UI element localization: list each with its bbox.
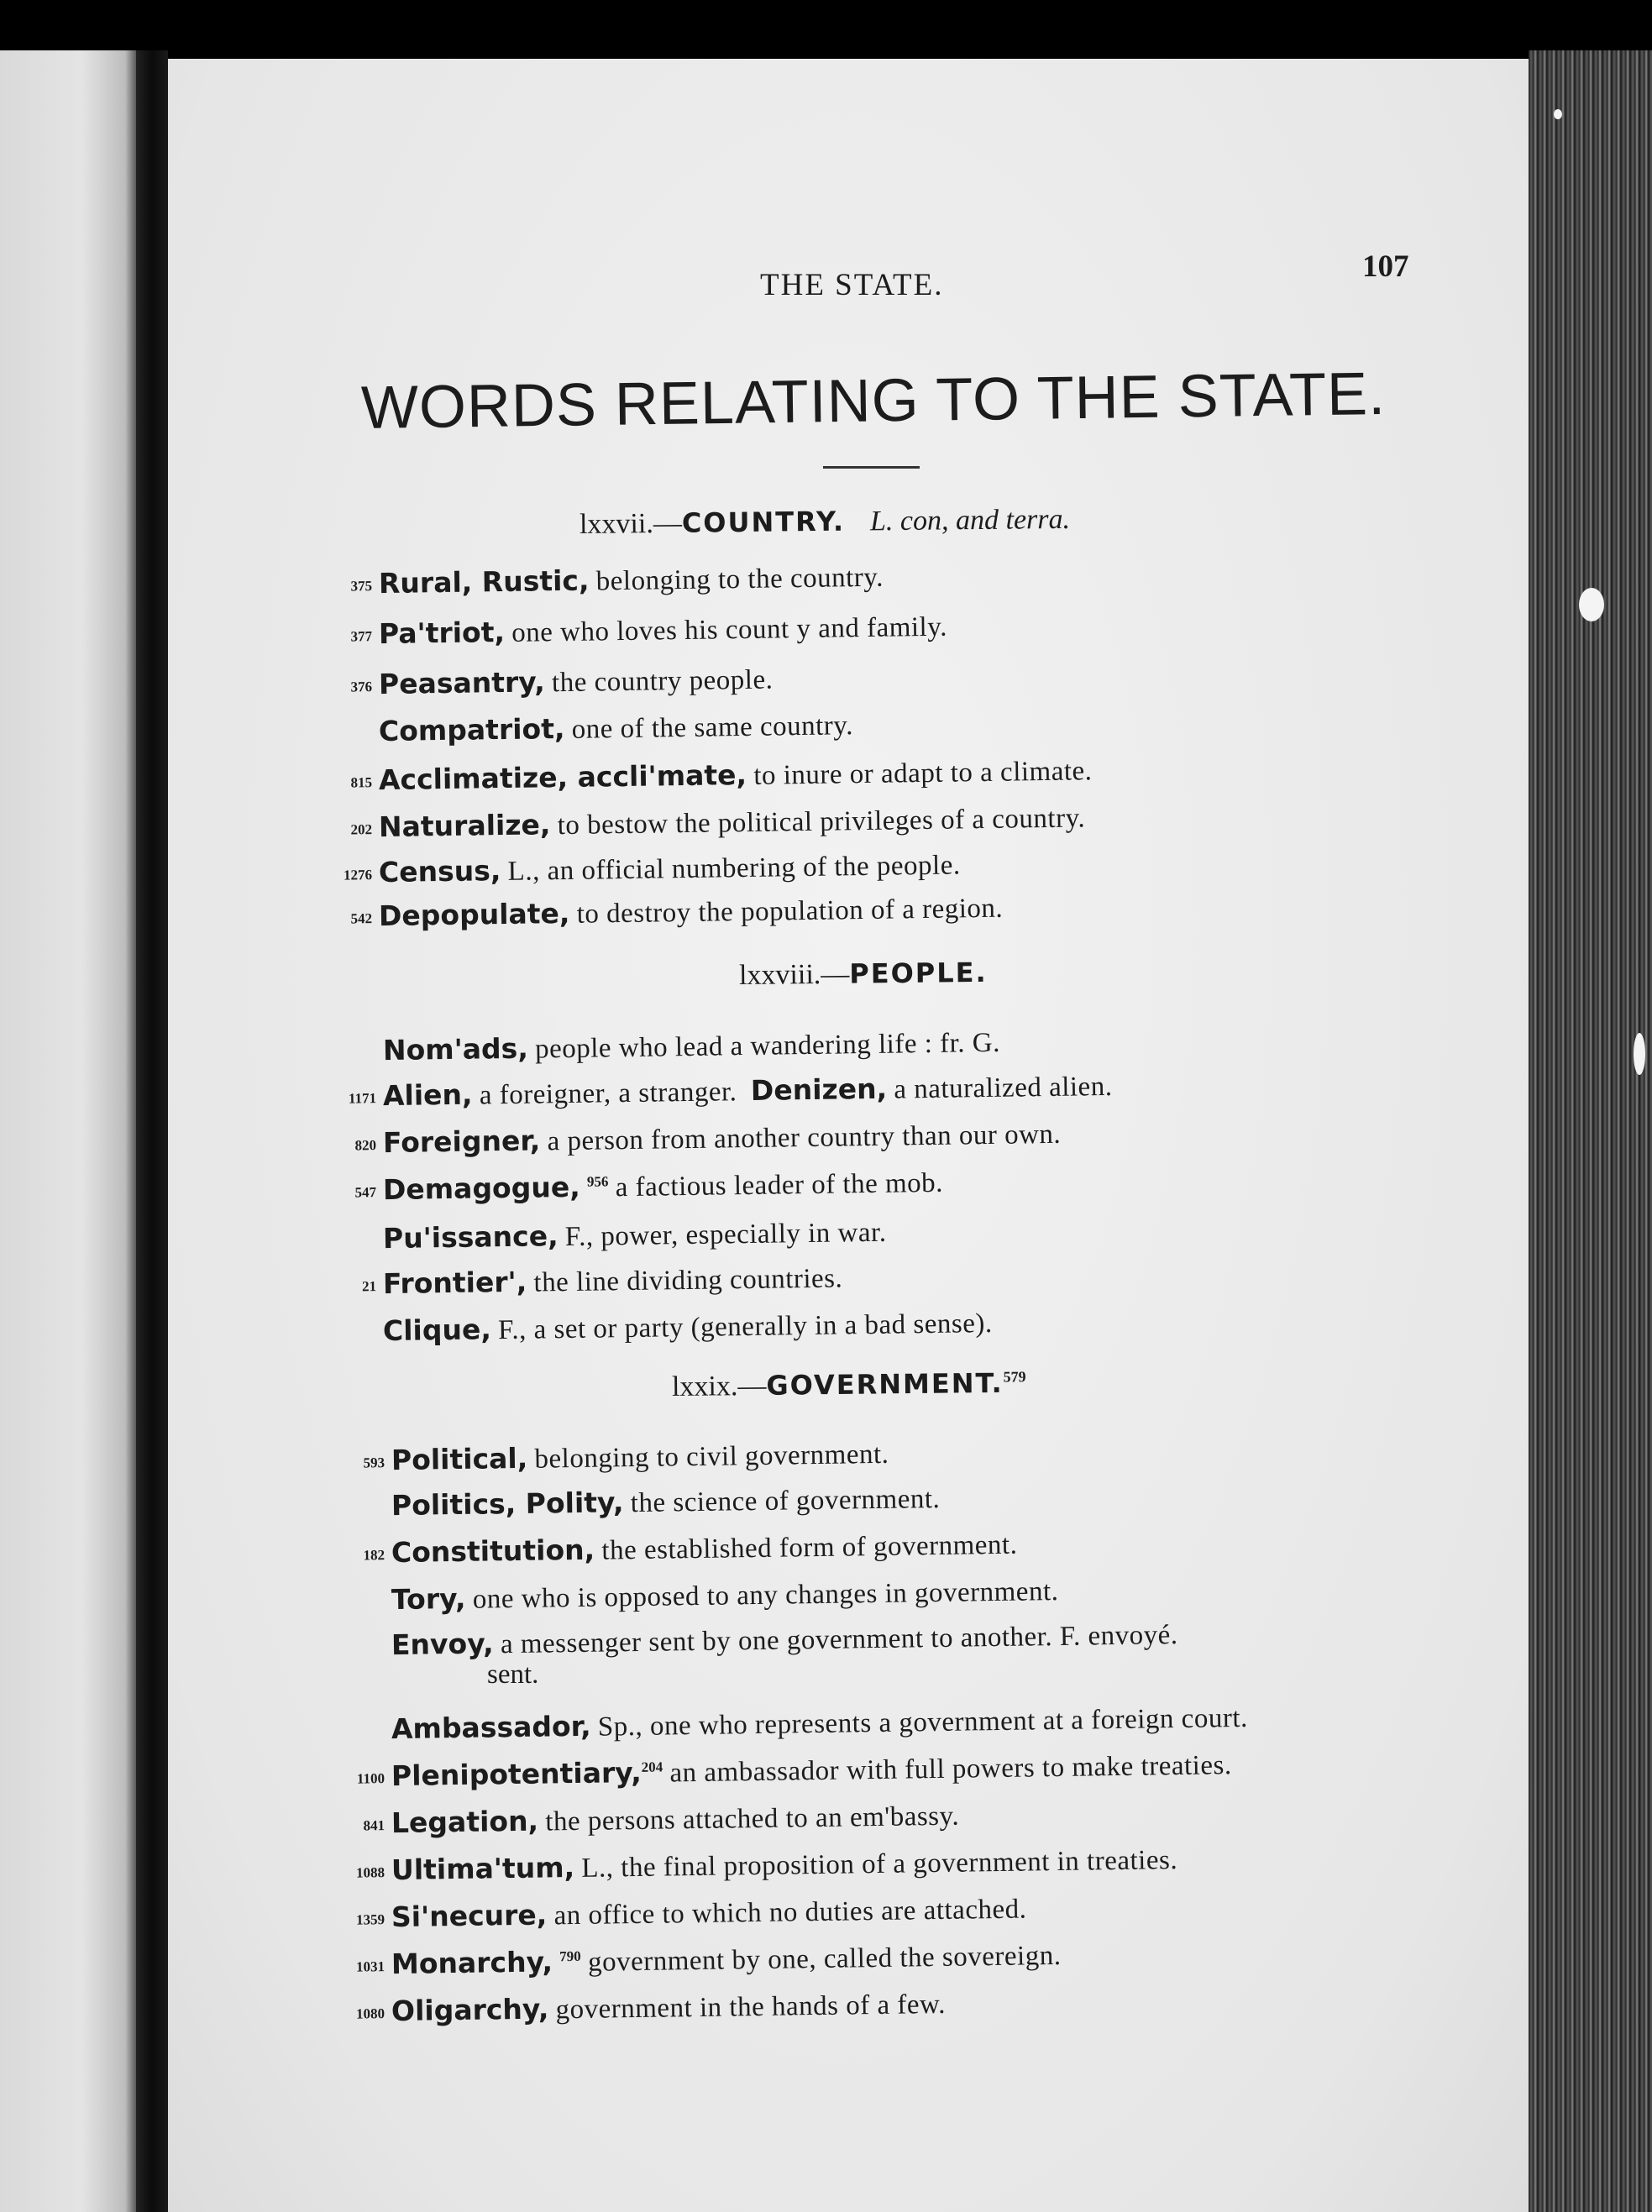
section-number: lxxix.— (671, 1370, 767, 1402)
entry-definition: a person from another country than our own. (547, 1119, 1062, 1157)
section-heading-government (672, 1367, 1026, 1403)
entry-ref (323, 735, 372, 736)
entry-headword: Political, (391, 1441, 528, 1477)
entry-headword: Compatriot, (378, 711, 565, 748)
entry-definition: a foreigner, a stranger. (479, 1077, 737, 1111)
running-head: THE STATE. (760, 268, 944, 302)
scan-artifact (1554, 109, 1562, 119)
scan-artifact (1634, 1033, 1645, 1075)
entry-definition: the established form of government. (601, 1529, 1018, 1566)
entry-headword: Nom'ads, (382, 1031, 529, 1067)
entry-definition: people who lead a wandering life : fr. G. (534, 1027, 1001, 1065)
entry-definition: a messenger sent by one government to another. F. envoyé. (500, 1620, 1178, 1660)
entry-ref: 376 (350, 679, 373, 695)
entry (323, 663, 774, 702)
entry-headword: Oligarchy, (391, 1992, 549, 2028)
section-name: GOVERNMENT. (766, 1366, 1004, 1402)
entry-ref: 1088 (355, 1864, 385, 1882)
section-name: PEOPLE. (849, 956, 988, 990)
page-number: 107 (1362, 249, 1409, 284)
entry-definition: the persons attached to an em'bassy. (545, 1801, 960, 1837)
entry-ref (328, 1242, 376, 1243)
section-heading-country (580, 503, 1070, 541)
entry-ref: 202 (350, 821, 373, 838)
entry-headword: Ambassador, (391, 1709, 591, 1746)
entry-definition: an ambassador with full powers to make treaties. (669, 1750, 1232, 1789)
entry-ref: 1080 (355, 2005, 385, 2023)
entry-ref (336, 1509, 385, 1510)
entry-headword: Monarchy, (391, 1945, 553, 1981)
entry-headword: Frontier', (382, 1265, 527, 1301)
entry-headword: Envoy, (391, 1627, 494, 1662)
entry-definition: Sp., one who represents a government at a foreign court. (597, 1702, 1248, 1743)
entry-headword: Constitution, (391, 1533, 595, 1570)
book-gutter (136, 50, 168, 2212)
entry-headword: Census, (378, 854, 501, 889)
entry-definition: belonging to civil government. (534, 1439, 889, 1475)
section-etymology: L. con, and terra. (869, 503, 1071, 537)
entry-definition: a factious leader of the mob. (615, 1167, 944, 1203)
entry-headword: Naturalize, (378, 808, 551, 844)
entry-definition-2: a naturalized alien. (894, 1071, 1113, 1105)
section-number: lxxvii.— (579, 507, 683, 540)
entry-definition: an office to which no duties are attached. (553, 1894, 1027, 1932)
page-title: WORDS RELATING TO THE STATE. (360, 359, 1387, 442)
entry-definition: belonging to the country. (595, 562, 884, 597)
entry-definition: to bestow the political privileges of a country. (557, 803, 1086, 841)
entry-headword: Plenipotentiary, (391, 1755, 642, 1793)
entry-definition: F., power, especially in war. (564, 1217, 887, 1253)
entry-definition: one of the same country. (571, 710, 854, 745)
entry-definition: the country people. (551, 664, 774, 699)
entry-definition: the science of government. (630, 1483, 941, 1519)
entry-headword: Pa'triot, (378, 615, 506, 651)
entry-headword: Ultima'tum, (391, 1851, 575, 1887)
facing-page-edge (0, 50, 136, 2212)
entry-headword-2: Denizen, (750, 1072, 888, 1107)
entry-definition: the line dividing countries. (533, 1263, 843, 1298)
entry-ref: 1031 (355, 1958, 385, 1976)
section-ref: 579 (1003, 1368, 1026, 1386)
entry-definition: L., the final proposition of a government in treaties. (581, 1845, 1178, 1884)
entry-definition: L., an official numbering of the people. (507, 850, 961, 887)
section-heading-people (739, 957, 988, 992)
entry-definition: to destroy the population of a region. (576, 893, 1004, 930)
entry-ref-sup: 204 (641, 1759, 663, 1775)
title-rule (823, 466, 920, 469)
entry-definition: government by one, called the sovereign. (587, 1940, 1062, 1978)
scan-artifact (1579, 588, 1604, 621)
entry-headword: Depopulate, (378, 896, 570, 933)
entry-ref (336, 1603, 385, 1604)
entry-ref: 593 (363, 1455, 385, 1471)
entry-definition: F., a set or party (generally in a bad sense). (497, 1308, 993, 1346)
entry-ref: 547 (354, 1184, 377, 1201)
entry-headword: Tory, (391, 1581, 466, 1617)
entry-ref (328, 1054, 376, 1055)
entry-ref: 182 (363, 1547, 385, 1564)
page-edge-stack (1529, 50, 1652, 2212)
entry-ref-sup: 956 (586, 1173, 609, 1190)
entry-ref: 815 (350, 774, 373, 791)
section-name: COUNTRY. (681, 505, 846, 539)
entry-headword: Alien, (382, 1077, 473, 1113)
entry-headword: Peasantry, (378, 665, 546, 701)
entry-ref: 542 (350, 910, 373, 927)
entry-ref: 1276 (343, 867, 373, 884)
entry-headword: Legation, (391, 1804, 539, 1840)
entry-definition: to inure or adapt to a climate. (753, 756, 1093, 791)
entry-ref: 377 (350, 628, 373, 645)
section-number: lxxviii.— (738, 958, 850, 991)
entry-ref: 1100 (356, 1770, 385, 1788)
entry-ref-sup: 790 (559, 1947, 581, 1965)
entry-ref (328, 1334, 376, 1335)
entry-headword: Foreigner, (382, 1124, 541, 1160)
entry-headword: Si'necure, (391, 1898, 548, 1934)
entry-ref: 1171 (348, 1090, 377, 1108)
entry-definition: one who is opposed to any changes in government. (472, 1575, 1059, 1615)
entry-ref: 375 (350, 578, 373, 595)
entry-ref: 841 (363, 1817, 385, 1834)
entry-headword: Pu'issance, (382, 1219, 559, 1255)
entry-headword: Acclimatize, accli'mate, (378, 757, 747, 797)
entry-ref: 1359 (355, 1911, 385, 1929)
entry (328, 1261, 843, 1302)
entry-ref (336, 1732, 385, 1733)
entry-continuation: sent. (487, 1659, 539, 1690)
entry-headword: Demagogue, (382, 1170, 581, 1207)
entry-ref: 820 (354, 1137, 377, 1154)
entry-definition: government in the hands of a few. (555, 1989, 947, 2026)
entry-headword: Politics, Polity, (391, 1486, 624, 1523)
entry-headword: Rural, Rustic, (378, 563, 590, 600)
entry-ref: 21 (361, 1278, 377, 1295)
entry-definition: one who loves his count y and family. (511, 611, 948, 648)
entry-headword: Clique, (382, 1313, 492, 1348)
